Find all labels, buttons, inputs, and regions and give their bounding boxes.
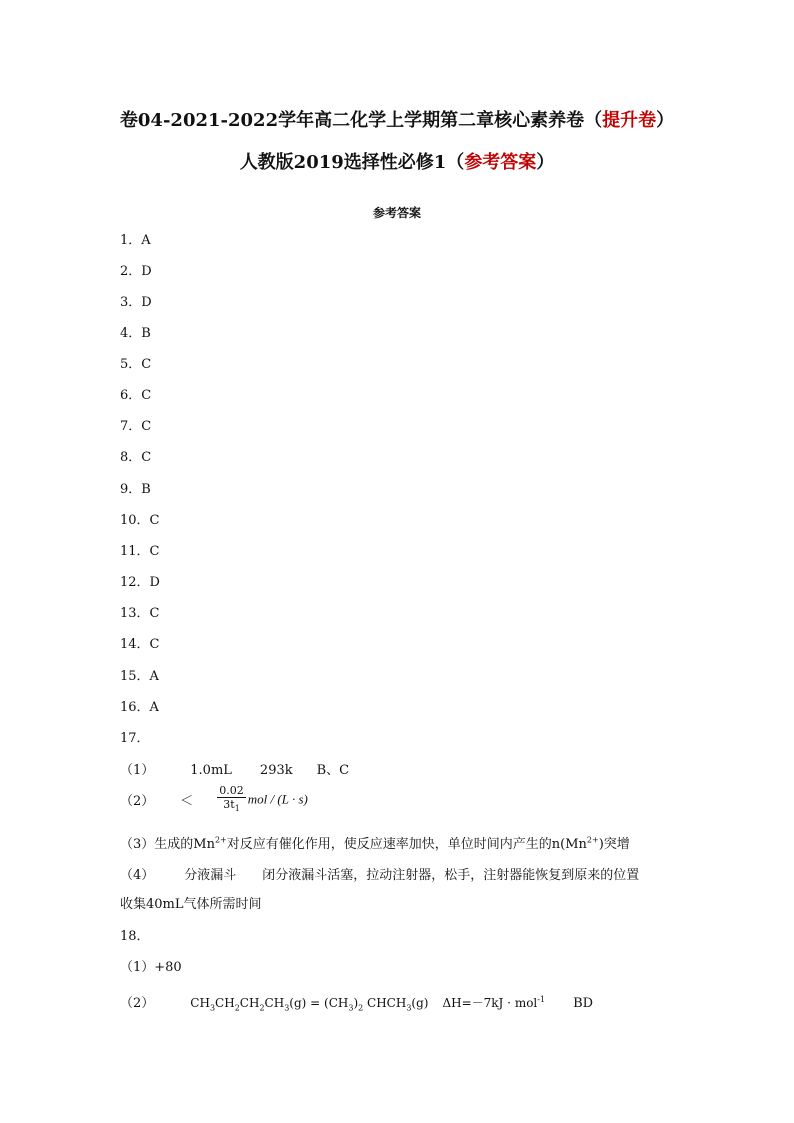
title2-main: 人教版2019选择性必修1（ (239, 152, 465, 173)
q17-p4-apparatus: 分液漏斗 (184, 868, 237, 883)
answer-item: 1．A (120, 233, 151, 248)
q17-p1-label: （1） (120, 763, 155, 778)
q17-part2 (120, 784, 308, 815)
q17-p1-choice: B、C (316, 763, 350, 778)
q17-part4 (120, 864, 639, 883)
q17-p1-temperature: 293k (259, 763, 293, 778)
q18-part1: （1）+80 (120, 960, 182, 975)
q18-p2-answer: BD (573, 996, 594, 1011)
answer-item: 16．A (120, 700, 159, 715)
q17-p2-unit: mol / (L · s) (247, 791, 308, 807)
answer-item: 12．D (120, 575, 160, 590)
answer-item: 15．A (120, 669, 159, 684)
document-title-line1 (0, 106, 794, 132)
title-main: 卷04-2021-2022学年高二化学上学期第二章核心素养卷（ (119, 110, 603, 131)
answer-item: 5．C (120, 357, 152, 372)
q17-p1-volume: 1.0mL (190, 763, 232, 778)
answer-item: 9．B (120, 482, 151, 497)
answer-item: 11．C (120, 544, 160, 559)
q17-p2-symbol: ＜ (180, 794, 194, 810)
q17-part3: （3）生成的$Mn^{2+}$对反应有催化作用，使反应速率加快，单位时间内产生的$n(Mn^{2+})$突增 (120, 835, 630, 852)
document-title-line2 (0, 148, 794, 174)
answer-item: 6．C (120, 388, 152, 403)
q17-p2-label: （2） (120, 794, 155, 810)
q17-p4-method: 闭分液漏斗活塞，拉动注射器，松手，注射器能恢复到原来的位置 (262, 868, 640, 883)
title2-end: ） (536, 152, 555, 173)
answer-item: 10．C (120, 513, 160, 528)
answer-item: 7．C (120, 419, 152, 434)
fraction-denominator: $3t_1$ (223, 798, 240, 814)
q17-p2-fraction (217, 784, 246, 815)
title-highlight: 提升卷 (602, 110, 657, 131)
fraction-numerator: 0.02 (219, 784, 244, 797)
answer-item: 2．D (120, 264, 152, 279)
answer-item: 14．C (120, 637, 160, 652)
answer-item: 13．C (120, 606, 160, 621)
answer-item: 4．B (120, 326, 151, 341)
q18-number: 18． (120, 929, 150, 944)
title-end: ） (656, 110, 675, 131)
section-heading: 参考答案 (372, 206, 421, 220)
q18-enthalpy: ΔH=－7kJ · mol$^{-1}$ (442, 995, 546, 1010)
q17-p4-label: （4） (120, 868, 155, 883)
title2-highlight: 参考答案 (464, 152, 537, 173)
q18-part2 (120, 992, 593, 1012)
q18-p2-label: （2） (120, 996, 155, 1011)
q18-equation: $CH_3CH_2CH_2CH_3(g) = (CH_3)_2$ $CHCH_3(g)$ (190, 996, 429, 1013)
q17-number: 17． (120, 731, 150, 746)
answer-item: 8．C (120, 450, 152, 465)
q17-part4-continuation: 收集40mL气体所需时间 (120, 897, 262, 912)
answer-item: 3．D (120, 295, 152, 310)
q17-part1 (120, 759, 349, 778)
